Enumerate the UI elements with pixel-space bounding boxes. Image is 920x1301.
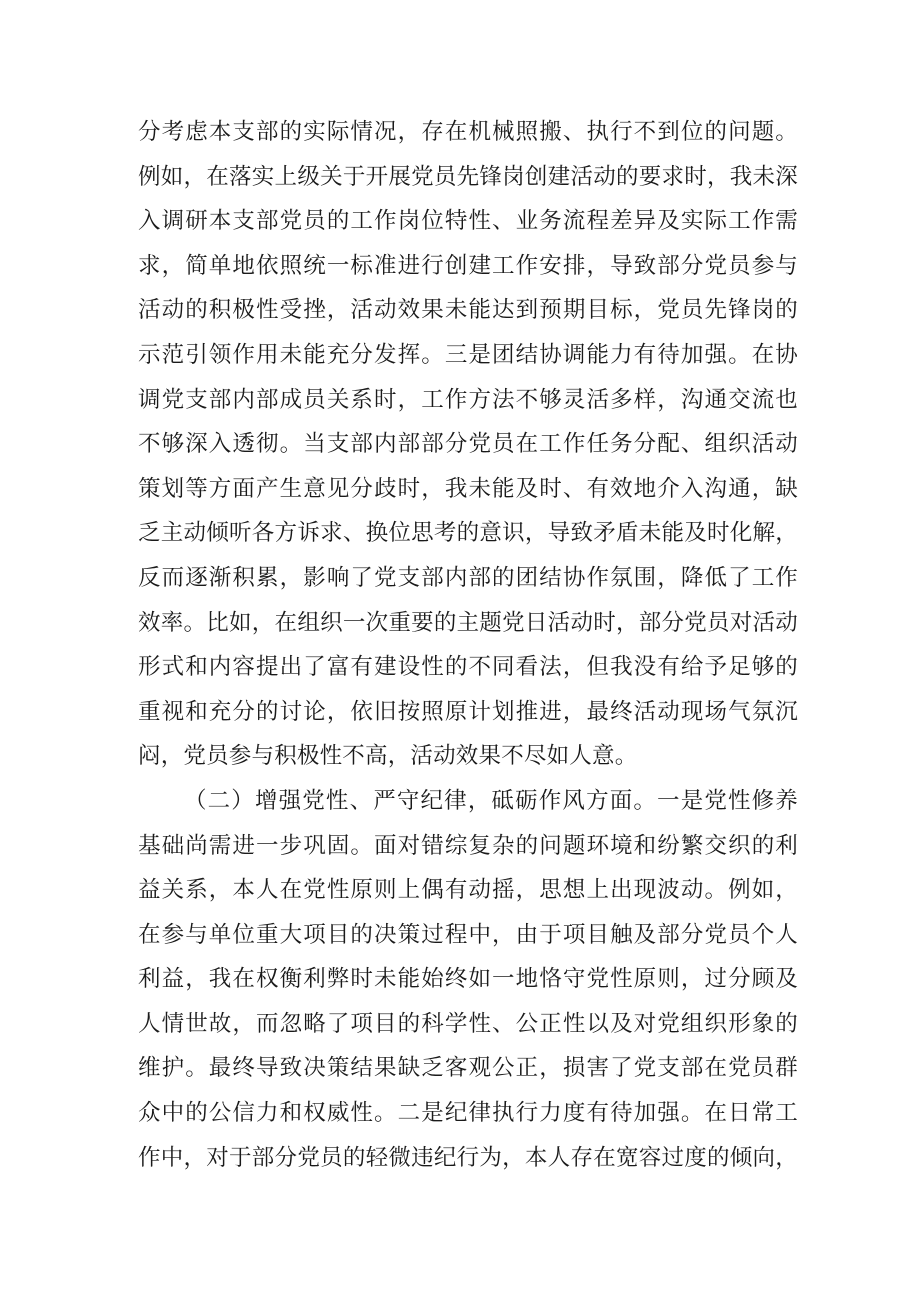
text-line: 效率。比如，在组织一次重要的主题党日活动时，部分党员对活动	[138, 609, 798, 636]
text-line: 闷，党员参与积极性不高，活动效果不尽如人意。	[138, 743, 638, 770]
text-line: 不够深入透彻。当支部内部部分党员在工作任务分配、组织活动	[138, 431, 798, 458]
text-line: 反而逐渐积累，影响了党支部内部的团结协作氛围，降低了工作	[138, 564, 798, 591]
text-line: 入调研本支部党员的工作岗位特性、业务流程差异及实际工作需	[138, 208, 798, 235]
text-line: 例如，在落实上级关于开展党员先锋岗创建活动的要求时，我未深	[138, 163, 798, 190]
text-line: 策划等方面产生意见分歧时，我未能及时、有效地介入沟通，缺	[138, 475, 798, 502]
paragraph-1	[138, 110, 798, 779]
text-line: 乏主动倾听各方诉求、换位思考的意识，导致矛盾未能及时化解，	[138, 520, 798, 547]
text-line: 形式和内容提出了富有建设性的不同看法，但我没有给予足够的	[138, 654, 798, 681]
text-line: （二）增强党性、严守纪律，砥砺作风方面。一是党性修养	[184, 787, 798, 814]
text-line: 利益，我在权衡利弊时未能始终如一地恪守党性原则，过分顾及	[138, 966, 798, 993]
text-line: 分考虑本支部的实际情况，存在机械照搬、执行不到位的问题。	[138, 119, 798, 145]
paragraph-2	[138, 779, 798, 1180]
text-line: 维护。最终导致决策结果缺乏客观公正，损害了党支部在党员群	[138, 1055, 798, 1082]
text-line: 众中的公信力和权威性。二是纪律执行力度有待加强。在日常工	[138, 1100, 798, 1127]
text-line: 调党支部内部成员关系时，工作方法不够灵活多样，沟通交流也	[138, 386, 798, 413]
text-line: 示范引领作用未能充分发挥。三是团结协调能力有待加强。在协	[138, 341, 798, 368]
document-body	[138, 110, 798, 1180]
text-line: 人情世故，而忽略了项目的科学性、公正性以及对党组织形象的	[138, 1010, 798, 1037]
text-line: 基础尚需进一步巩固。面对错综复杂的问题环境和纷繁交织的利	[138, 832, 798, 859]
text-line: 在参与单位重大项目的决策过程中，由于项目触及部分党员个人	[138, 921, 798, 948]
text-line: 活动的积极性受挫，活动效果未能达到预期目标，党员先锋岗的	[138, 297, 798, 324]
text-line: 作中，对于部分党员的轻微违纪行为，本人存在宽容过度的倾向，	[138, 1144, 798, 1171]
text-line: 益关系，本人在党性原则上偶有动摇，思想上出现波动。例如，	[138, 877, 798, 904]
text-line: 求，简单地依照统一标准进行创建工作安排，导致部分党员参与	[138, 252, 798, 279]
text-line: 重视和充分的讨论，依旧按照原计划推进，最终活动现场气氛沉	[138, 698, 798, 725]
